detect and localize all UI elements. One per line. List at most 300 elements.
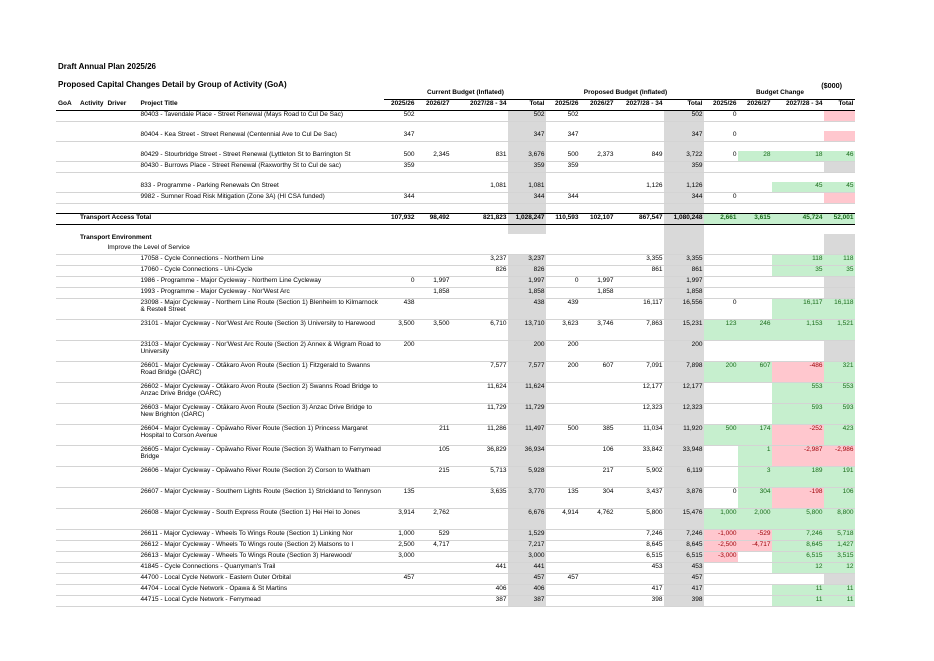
value-cell [580,530,615,541]
value-cell: 46 [824,151,855,162]
table-row [56,552,855,563]
goa-cell [56,277,78,288]
value-cell [580,299,615,320]
value-cell [738,162,772,173]
value-cell [546,563,580,574]
spacer-cell [704,204,738,214]
value-cell [738,193,772,204]
driver-cell [105,541,138,552]
spacer-cell [704,173,738,183]
value-cell: 0 [704,299,738,320]
driver-cell [105,266,138,277]
goa-cell [56,446,78,467]
value-cell: 344 [546,193,580,204]
goa-cell [56,234,78,244]
value-cell [615,244,664,255]
group-header-blank [56,89,384,100]
value-cell: 11 [772,596,824,607]
value-cell: 821,823 [451,214,508,225]
value-cell: 6,515 [772,552,824,563]
spacer-cell [824,173,855,183]
col-header-driver: Driver [105,100,138,111]
activity-cell [78,244,105,255]
value-cell: 1,000 [704,509,738,530]
value-cell [416,552,451,563]
value-cell [738,574,772,585]
value-cell [664,234,704,244]
unit-label: ($000) [821,81,842,90]
value-cell: -529 [738,530,772,541]
project-title: 26608 - Major Cycleway - South Express Route (Section 1) Hei Hei to Jones [138,509,384,530]
value-cell [451,299,508,320]
value-cell: 200 [384,341,416,362]
value-cell: 3,355 [664,255,704,266]
value-cell: 5,928 [508,467,546,488]
value-cell: 3,914 [384,509,416,530]
value-cell [580,244,615,255]
value-cell: 1,858 [508,288,546,299]
value-cell: 1,081 [508,182,546,193]
value-cell [704,596,738,607]
value-cell [546,244,580,255]
value-cell [580,255,615,266]
value-cell [615,162,664,173]
value-cell [704,563,738,574]
value-cell [546,182,580,193]
value-cell [546,467,580,488]
value-cell: 359 [664,162,704,173]
activity-cell [78,111,105,122]
spacer-row [56,173,855,183]
spacer-row [56,204,855,214]
value-cell: 826 [451,266,508,277]
value-cell: 0 [546,277,580,288]
spacer-cell [56,225,78,235]
spacer-cell [772,142,824,152]
driver-cell [105,509,138,530]
group-header-current: Current Budget (Inflated) [384,89,546,100]
value-cell [546,552,580,563]
spacer-cell [416,225,451,235]
value-cell: -3,000 [704,552,738,563]
activity-cell [78,425,105,446]
value-cell: 13,710 [508,320,546,341]
driver-cell [105,288,138,299]
value-cell: 553 [772,383,824,404]
project-title: 26605 - Major Cycleway - Ōpāwaho River Route (Section 3) Waltham to Ferrymead Bridge [138,446,384,467]
value-cell: 200 [546,341,580,362]
value-cell [772,162,824,173]
value-cell: 135 [546,488,580,509]
value-cell [416,563,451,574]
value-cell: 3,355 [615,255,664,266]
value-cell: 500 [704,425,738,446]
value-cell: 35 [824,266,855,277]
value-cell: 36,934 [508,446,546,467]
value-cell: 359 [508,162,546,173]
value-cell: 33,948 [664,446,704,467]
value-cell: 102,107 [580,214,615,225]
value-cell [416,362,451,383]
driver-cell [105,151,138,162]
col-header-current-2027-34: 2027/28 - 34 [451,100,508,111]
value-cell [451,244,508,255]
value-cell [384,288,416,299]
value-cell: 246 [738,320,772,341]
table-row [56,446,855,467]
driver-cell [105,320,138,341]
col-header-goa: GoA [56,100,78,111]
driver-cell [105,111,138,122]
project-title: 80404 - Kea Street - Street Renewal (Centennial Ave to Cul De Sac) [138,131,384,142]
project-title: 26612 - Major Cycleway - Wheels To Wings route (Section 2) Matsons to I [138,541,384,552]
activity-cell [78,574,105,585]
value-cell: 321 [824,362,855,383]
driver-cell [105,552,138,563]
value-cell [546,585,580,596]
value-cell [416,383,451,404]
spacer-cell [704,225,738,235]
spacer-cell [546,225,580,235]
goa-cell [56,467,78,488]
goa-cell [56,488,78,509]
value-cell [704,162,738,173]
value-cell: 417 [615,585,664,596]
col-header-current-2026: 2026/27 [416,100,451,111]
value-cell: 423 [824,425,855,446]
spacer-cell [664,173,704,183]
value-cell: 4,717 [416,541,451,552]
value-cell: 1,028,247 [508,214,546,225]
value-cell [451,509,508,530]
value-cell: 7,246 [772,530,824,541]
value-cell: 607 [738,362,772,383]
table-row [56,574,855,585]
value-cell: 453 [615,563,664,574]
value-cell: 0 [704,488,738,509]
value-cell [824,234,855,244]
value-cell [546,541,580,552]
value-cell [738,111,772,122]
spacer-cell [704,142,738,152]
table-row [56,320,855,341]
value-cell [384,585,416,596]
table-row [56,266,855,277]
goa-cell [56,341,78,362]
value-cell [704,182,738,193]
value-cell: 1 [738,446,772,467]
value-cell: 16,117 [615,299,664,320]
col-header-proposed-2027-34: 2027/28 - 34 [615,100,664,111]
value-cell [416,111,451,122]
value-cell [451,530,508,541]
value-cell: 3,623 [546,320,580,341]
value-cell [824,131,855,142]
activity-cell [78,446,105,467]
spacer-cell [580,173,615,183]
spacer-cell [580,142,615,152]
value-cell: 502 [508,111,546,122]
value-cell: 107,932 [384,214,416,225]
value-cell: 6,515 [664,552,704,563]
value-cell: 123 [704,320,738,341]
value-cell: 1,858 [580,288,615,299]
value-cell [738,288,772,299]
value-cell: 387 [451,596,508,607]
value-cell: 344 [508,193,546,204]
value-cell [580,541,615,552]
activity-cell [78,404,105,425]
value-cell: 3,615 [738,214,772,225]
table-row [56,425,855,446]
value-cell: 106 [580,446,615,467]
value-cell: 500 [384,151,416,162]
driver-cell [105,446,138,467]
value-cell: 593 [824,404,855,425]
table-row [56,467,855,488]
spacer-cell [451,142,508,152]
value-cell: 3,000 [384,552,416,563]
value-cell: 457 [664,574,704,585]
driver-cell [105,425,138,446]
driver-cell [105,467,138,488]
driver-cell [105,574,138,585]
table-row [56,151,855,162]
driver-label: Improve the Level of Service [105,244,384,255]
col-header-activity: Activity [78,100,105,111]
activity-cell [78,193,105,204]
table-body [56,111,855,607]
spacer-cell [78,204,105,214]
value-cell [546,530,580,541]
value-cell: 5,902 [615,467,664,488]
value-cell: 217 [580,467,615,488]
value-cell [384,446,416,467]
value-cell: 406 [451,585,508,596]
value-cell: 3,770 [508,488,546,509]
activity-cell [78,131,105,142]
value-cell: 12 [772,563,824,574]
value-cell: 11,624 [508,383,546,404]
value-cell: 1,126 [664,182,704,193]
spacer-cell [546,204,580,214]
value-cell [824,162,855,173]
spacer-cell [664,142,704,152]
value-cell: 15,231 [664,320,704,341]
col-header-project-title: Project Title [138,100,384,111]
table-row [56,182,855,193]
value-cell [546,288,580,299]
value-cell: 3,437 [615,488,664,509]
project-title: 80403 - Tavendale Place - Street Renewal (Mays Road to Cul De Sac) [138,111,384,122]
activity-cell [78,552,105,563]
value-cell: 118 [824,255,855,266]
value-cell: 7,898 [664,362,704,383]
table-row [56,277,855,288]
value-cell: -252 [772,425,824,446]
value-cell [451,234,508,244]
value-cell: 347 [546,131,580,142]
value-cell: 438 [508,299,546,320]
goa-cell [56,182,78,193]
value-cell: 110,593 [546,214,580,225]
project-title: 26604 - Major Cycleway - Ōpāwaho River Route (Section 1) Princess Margaret Hospital to Corson Avenue [138,425,384,446]
goa-cell [56,404,78,425]
col-header-proposed-2026: 2026/27 [580,100,615,111]
value-cell [704,277,738,288]
driver-cell [105,563,138,574]
spacer-cell [78,173,105,183]
value-cell: 0 [704,111,738,122]
goa-cell [56,585,78,596]
spacer-cell [664,225,704,235]
spacer-cell [78,225,105,235]
goa-cell [56,596,78,607]
col-header-proposed-total: Total [664,100,704,111]
value-cell: 52,001 [824,214,855,225]
spacer-cell [105,122,138,132]
value-cell: 11 [824,596,855,607]
driver-cell [105,277,138,288]
value-cell: 3,676 [508,151,546,162]
value-cell [384,244,416,255]
project-title: 833 - Programme - Parking Renewals On Street [138,182,384,193]
value-cell: -2,987 [772,446,824,467]
value-cell: 200 [704,362,738,383]
value-cell: 553 [824,383,855,404]
value-cell: 15,476 [664,509,704,530]
project-title: 26611 - Major Cycleway - Wheels To Wings Route (Section 1) Linking Nor [138,530,384,541]
value-cell: -198 [772,488,824,509]
project-title: 80430 - Burrows Place - Street Renewal (Raxworthy St to Cul de sac) [138,162,384,173]
value-cell [508,234,546,244]
driver-cell [105,362,138,383]
spacer-cell [138,204,384,214]
table-row [56,488,855,509]
value-cell: 387 [508,596,546,607]
value-cell [704,266,738,277]
value-cell [738,404,772,425]
value-cell [772,341,824,362]
value-cell [704,585,738,596]
capital-changes-table [56,89,855,607]
driver-cell [105,255,138,266]
driver-cell [105,182,138,193]
value-cell [615,193,664,204]
value-cell [704,234,738,244]
driver-cell [105,585,138,596]
table-row [56,162,855,173]
spacer-cell [78,122,105,132]
value-cell [738,266,772,277]
value-cell: 12 [824,563,855,574]
value-cell: 849 [615,151,664,162]
spacer-cell [138,173,384,183]
activity-cell [78,509,105,530]
value-cell [738,383,772,404]
goa-cell [56,425,78,446]
spacer-cell [615,122,664,132]
value-cell: 200 [546,362,580,383]
activity-cell [78,341,105,362]
col-header-change-total: Total [824,100,855,111]
value-cell [615,574,664,585]
project-title: 44700 - Local Cycle Network - Eastern Outer Orbital [138,574,384,585]
value-cell: 0 [704,151,738,162]
spacer-cell [138,142,384,152]
col-header-current-total: Total [508,100,546,111]
activity-total-label: Transport Access Total [78,214,384,225]
spacer-cell [738,173,772,183]
col-header-change-2027-34: 2027/28 - 34 [772,100,824,111]
value-cell: 12,323 [664,404,704,425]
spacer-cell [384,225,416,235]
project-title: 26602 - Major Cycleway - Ōtākaro Avon Route (Section 2) Swanns Road Bridge to Anzac Drive Bridge (OARC) [138,383,384,404]
value-cell: 191 [824,467,855,488]
value-cell: 6,676 [508,509,546,530]
spacer-row [56,225,855,235]
spacer-cell [738,142,772,152]
project-title: 23101 - Major Cycleway - Nor'West Arc Route (Section 3) University to Harewood [138,320,384,341]
value-cell: 593 [772,404,824,425]
driver-cell [105,530,138,541]
value-cell [824,288,855,299]
table-row [56,530,855,541]
driver-cell [105,404,138,425]
value-cell [580,266,615,277]
spacer-cell [508,122,546,132]
value-cell [824,277,855,288]
spacer-cell [384,173,416,183]
value-cell: 11,624 [451,383,508,404]
value-cell: 398 [615,596,664,607]
goa-cell [56,244,78,255]
value-cell [580,182,615,193]
value-cell [416,341,451,362]
value-cell: 1,080,248 [664,214,704,225]
value-cell [384,182,416,193]
value-cell [416,234,451,244]
value-cell [824,111,855,122]
value-cell [546,383,580,404]
value-cell: 1,997 [416,277,451,288]
activity-cell [78,362,105,383]
value-cell: 8,645 [772,541,824,552]
value-cell [615,277,664,288]
table-row [56,193,855,204]
activity-cell [78,596,105,607]
driver-cell [105,341,138,362]
value-cell: 11,920 [664,425,704,446]
value-cell [580,563,615,574]
value-cell [824,244,855,255]
value-cell: 11 [824,585,855,596]
value-cell: 7,246 [664,530,704,541]
spacer-cell [56,142,78,152]
activity-cell [78,182,105,193]
value-cell: 118 [772,255,824,266]
activity-cell [78,299,105,320]
value-cell: 3,635 [451,488,508,509]
spacer-cell [772,173,824,183]
value-cell: 2,345 [416,151,451,162]
value-cell: 457 [384,574,416,585]
activity-cell [78,383,105,404]
driver-cell [105,299,138,320]
value-cell: 1,529 [508,530,546,541]
value-cell: 4,914 [546,509,580,530]
value-cell: 11,729 [451,404,508,425]
